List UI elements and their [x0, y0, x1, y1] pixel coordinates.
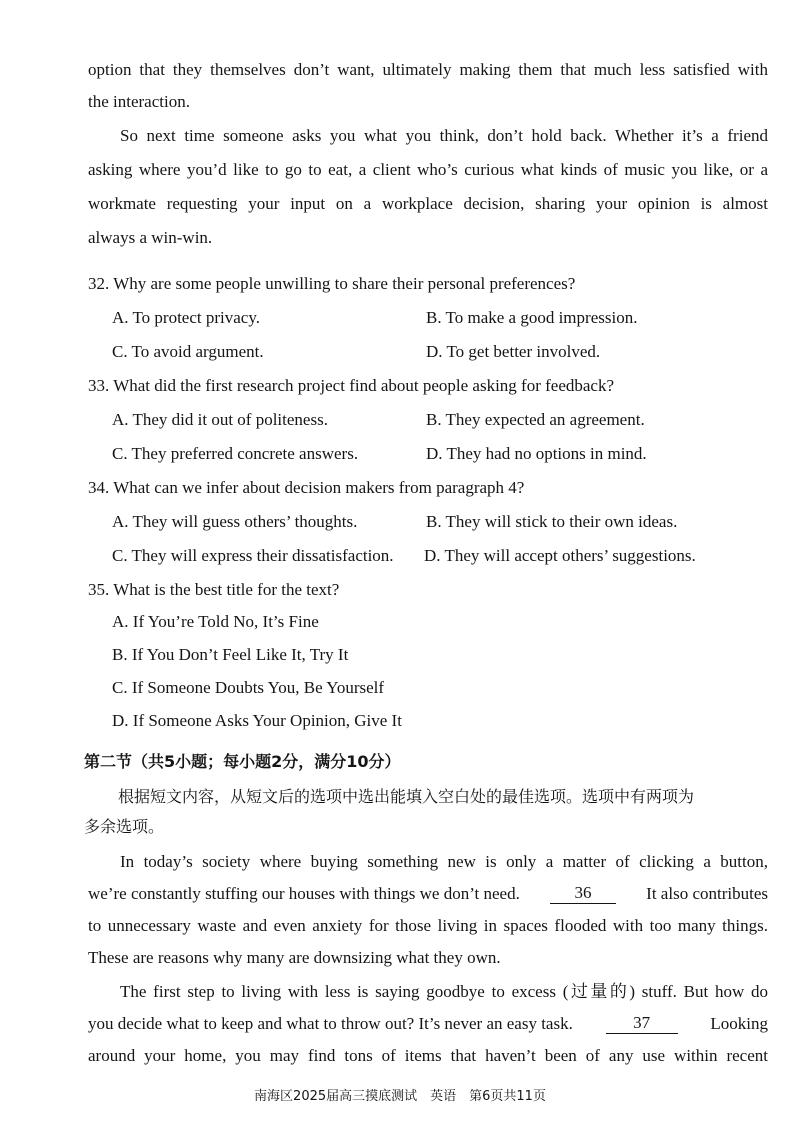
passage-line: around your home, you may find tons of items that haven’t been of any use within recent [88, 1046, 768, 1065]
passage-text: you decide what to keep and what to throw out? It’s never an easy task. [88, 1014, 573, 1033]
option-a: A. To protect privacy. [112, 308, 260, 327]
passage-line: These are reasons why many are downsizing what they own. [88, 948, 501, 967]
option-d: D. They will accept others’ suggestions. [424, 546, 696, 565]
page-footer: 南海区2025届高三摸底测试 英语 第6页共11页 [254, 1089, 546, 1104]
option-b: B. They expected an agreement. [426, 410, 645, 429]
passage-line: the interaction. [88, 92, 190, 111]
option-b: B. They will stick to their own ideas. [426, 512, 678, 531]
section-instruction: 多余选项。 [84, 817, 165, 836]
option-a: A. They did it out of politeness. [112, 410, 328, 429]
passage-line: to unnecessary waste and even anxiety for those living in spaces flooded with too many things. [88, 916, 768, 935]
option-a: A. If You’re Told No, It’s Fine [112, 612, 319, 631]
passage-line-with-blank [88, 884, 768, 904]
option-d: D. To get better involved. [426, 342, 601, 361]
option-b: B. To make a good impression. [426, 308, 638, 327]
passage-line: So next time someone asks you what you think, don’t hold back. Whether it’s a friend [120, 126, 768, 145]
passage-line: In today’s society where buying something new is only a matter of clicking a button, [120, 852, 768, 871]
option-d: D. If Someone Asks Your Opinion, Give It [112, 711, 402, 730]
option-b: B. If You Don’t Feel Like It, Try It [112, 645, 349, 664]
option-a: A. They will guess others’ thoughts. [112, 512, 358, 531]
passage-text: we’re constantly stuffing our houses with things we don’t need. [88, 884, 520, 903]
option-c: C. To avoid argument. [112, 342, 264, 361]
question-stem: 35. What is the best title for the text? [88, 580, 340, 599]
question-stem: 32. Why are some people unwilling to share their personal preferences? [88, 274, 576, 293]
passage-text: It also contributes [646, 884, 768, 903]
section-title: 第二节（共5小题；每小题2分，满分10分） [84, 752, 401, 771]
blank-36: 36 [550, 884, 616, 904]
passage-line: The first step to living with less is saying goodbye to excess (过量的) stuff. But how do [120, 982, 768, 1001]
section-instruction: 根据短文内容，从短文后的选项中选出能填入空白处的最佳选项。选项中有两项为 [118, 787, 695, 806]
passage-line: workmate requesting your input on a workplace decision, sharing your opinion is almost [88, 194, 768, 213]
option-c: C. If Someone Doubts You, Be Yourself [112, 678, 385, 697]
passage-line: option that they themselves don’t want, ultimately making them that much less satisfied with [88, 60, 768, 79]
question-stem: 33. What did the first research project find about people asking for feedback? [88, 376, 615, 395]
option-d: D. They had no options in mind. [426, 444, 647, 463]
passage-line: always a win-win. [88, 228, 213, 247]
passage-line: asking where you’d like to go to eat, a client who’s curious what kinds of music you like, or a [88, 160, 768, 179]
option-c: C. They will express their dissatisfaction. [112, 546, 394, 565]
blank-37: 37 [606, 1014, 678, 1034]
passage-text: Looking [710, 1014, 768, 1033]
question-stem: 34. What can we infer about decision makers from paragraph 4? [88, 478, 525, 497]
passage-line-with-blank [88, 1014, 768, 1034]
option-c: C. They preferred concrete answers. [112, 444, 359, 463]
